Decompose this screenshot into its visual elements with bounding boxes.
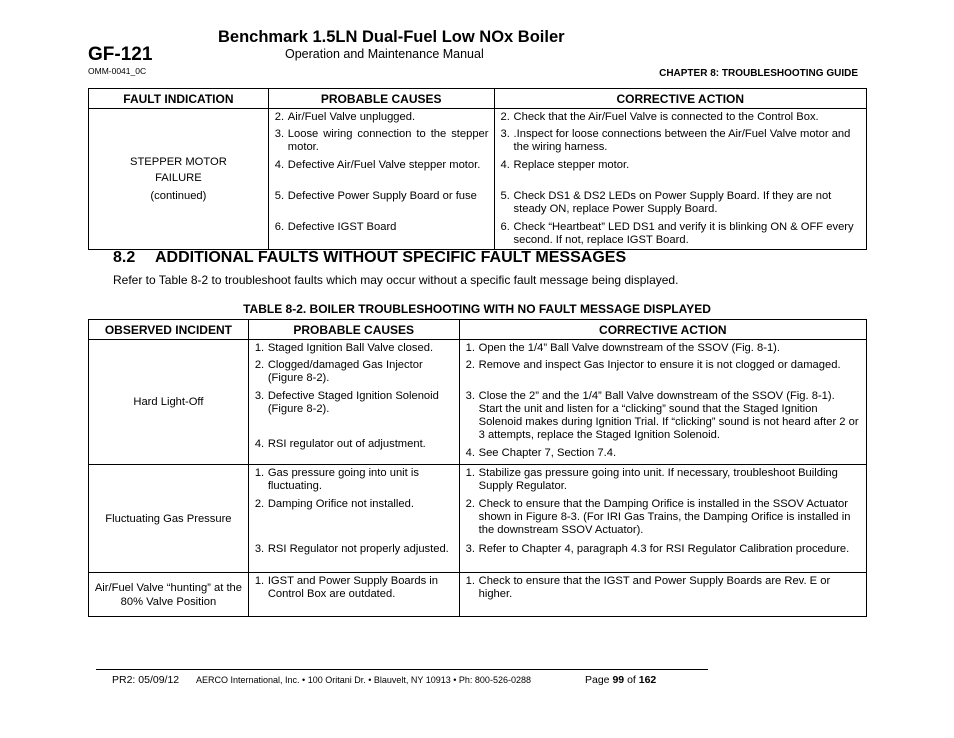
table-row	[89, 573, 867, 617]
chapter-heading: CHAPTER 8: TROUBLESHOOTING GUIDE	[659, 68, 858, 79]
list-item: 2. Clogged/damaged Gas Injector (Figure 8-2).	[254, 359, 423, 384]
list-item: 4. Defective Air/Fuel Valve stepper motor.	[274, 159, 481, 171]
list-item: 3. Defective Staged Ignition Solenoid (Figure 8-2).	[254, 390, 439, 415]
section-paragraph: Refer to Table 8-2 to troubleshoot faults which may occur without a specific fault message being displayed.	[113, 273, 679, 287]
list-item: 2. Remove and inspect Gas Injector to ensure it is not clogged or damaged.	[465, 359, 841, 371]
list-item: 3. .Inspect for loose connections between the Air/Fuel Valve motor and the wiring harness.	[500, 128, 851, 153]
page-of: of	[627, 674, 636, 686]
col-header-corrective-action: CORRECTIVE ACTION	[459, 320, 866, 340]
list-item: 1. Gas pressure going into unit is fluctuating.	[254, 467, 419, 492]
corrective-action-cell	[494, 109, 866, 250]
list-item: 2. Check that the Air/Fuel Valve is connected to the Control Box.	[500, 111, 819, 123]
list-item: 6. Defective IGST Board	[274, 221, 397, 233]
document-number: OMM-0041_0C	[88, 66, 147, 76]
list-item: 3. Refer to Chapter 4, paragraph 4.3 for RSI Regulator Calibration procedure.	[465, 543, 850, 555]
page-label: Page	[585, 674, 610, 686]
list-item: 5. Check DS1 & DS2 LEDs on Power Supply Board. If they are not steady ON, replace Power Supply Board.	[500, 190, 832, 215]
section-number: 8.2	[113, 249, 136, 266]
manual-title: Benchmark 1.5LN Dual-Fuel Low NOx Boiler	[218, 28, 565, 46]
no-fault-message-table	[88, 319, 867, 617]
list-item: 4. RSI regulator out of adjustment.	[254, 438, 426, 450]
fault-table-continued	[88, 88, 867, 250]
fault-name-line2: FAILURE	[155, 172, 202, 184]
col-header-observed-incident: OBSERVED INCIDENT	[89, 320, 249, 340]
list-item: 2. Damping Orifice not installed.	[254, 498, 414, 510]
fault-indication-cell	[89, 109, 269, 250]
table-row	[89, 109, 867, 250]
list-item: 3. Close the 2” and the 1/4” Ball Valve downstream of the SSOV (Fig. 8-1). Start the unit and listen for a “clicking” sound that the Staged Ignition Solenoid makes during Ignition Trial. If “clicking” sound is not heard after 2 or 3 attempts, replace the Staged Ignition Solenoid.	[465, 390, 859, 441]
col-header-fault-indication: FAULT INDICATION	[89, 89, 269, 109]
corrective-action-cell	[459, 465, 866, 573]
probable-causes-cell	[268, 109, 494, 250]
col-header-corrective-action: CORRECTIVE ACTION	[494, 89, 866, 109]
list-item: 1. Open the 1/4” Ball Valve downstream of the SSOV (Fig. 8-1).	[465, 342, 780, 354]
list-item: 4. See Chapter 7, Section 7.4.	[465, 447, 617, 459]
corrective-action-cell	[459, 340, 866, 465]
list-item: 1. IGST and Power Supply Boards in Control Box are outdated.	[254, 575, 439, 600]
col-header-probable-causes: PROBABLE CAUSES	[268, 89, 494, 109]
manual-subtitle: Operation and Maintenance Manual	[285, 47, 484, 61]
incident-cell: Air/Fuel Valve “hunting” at the 80% Valve Position	[89, 573, 249, 617]
table-caption: TABLE 8-2. BOILER TROUBLESHOOTING WITH NO FAULT MESSAGE DISPLAYED	[243, 302, 711, 316]
list-item: 6. Check “Heartbeat” LED DS1 and verify it is blinking ON & OFF every second. If not, replace IGST Board.	[500, 221, 854, 246]
corrective-action-cell	[459, 573, 866, 617]
table-row	[89, 340, 867, 465]
probable-causes-cell	[248, 465, 459, 573]
list-item: 2. Air/Fuel Valve unplugged.	[274, 111, 416, 123]
probable-causes-cell	[248, 340, 459, 465]
probable-causes-cell	[248, 573, 459, 617]
page-current: 99	[612, 674, 625, 686]
fault-continued-note: (continued)	[150, 190, 207, 202]
fault-name-line1: STEPPER MOTOR	[130, 156, 227, 168]
list-item: 5. Defective Power Supply Board or fuse	[274, 190, 477, 202]
document-code: GF-121	[88, 44, 153, 65]
list-item: 2. Check to ensure that the Damping Orifice is installed in the SSOV Actuator shown in Figure 8-3. (For IRI Gas Trains, the Damping Orifice is installed in the downstream SSOV Actuator).	[465, 498, 851, 536]
revision-date: PR2: 05/09/12	[112, 674, 180, 686]
list-item: 3. RSI Regulator not properly adjusted.	[254, 543, 449, 555]
list-item: 1. Staged Ignition Ball Valve closed.	[254, 342, 434, 354]
company-address: AERCO International, Inc. • 100 Oritani Dr. • Blauvelt, NY 10913 • Ph: 800-526-0288	[196, 675, 531, 685]
incident-cell: Fluctuating Gas Pressure	[89, 465, 249, 573]
section-title: ADDITIONAL FAULTS WITHOUT SPECIFIC FAULT MESSAGES	[155, 249, 627, 266]
list-item: 4. Replace stepper motor.	[500, 159, 630, 171]
footer-divider	[96, 669, 708, 670]
page-number	[585, 674, 656, 686]
list-item: 1. Stabilize gas pressure going into unit. If necessary, troubleshoot Building Supply Regulator.	[465, 467, 838, 492]
table-row	[89, 465, 867, 573]
page-total: 162	[638, 674, 657, 686]
list-item: 3. Loose wiring connection to the stepper motor.	[274, 128, 489, 153]
section-heading	[113, 249, 626, 267]
list-item: 1. Check to ensure that the IGST and Power Supply Boards are Rev. E or higher.	[465, 575, 831, 600]
col-header-probable-causes: PROBABLE CAUSES	[248, 320, 459, 340]
incident-cell: Hard Light-Off	[89, 340, 249, 465]
